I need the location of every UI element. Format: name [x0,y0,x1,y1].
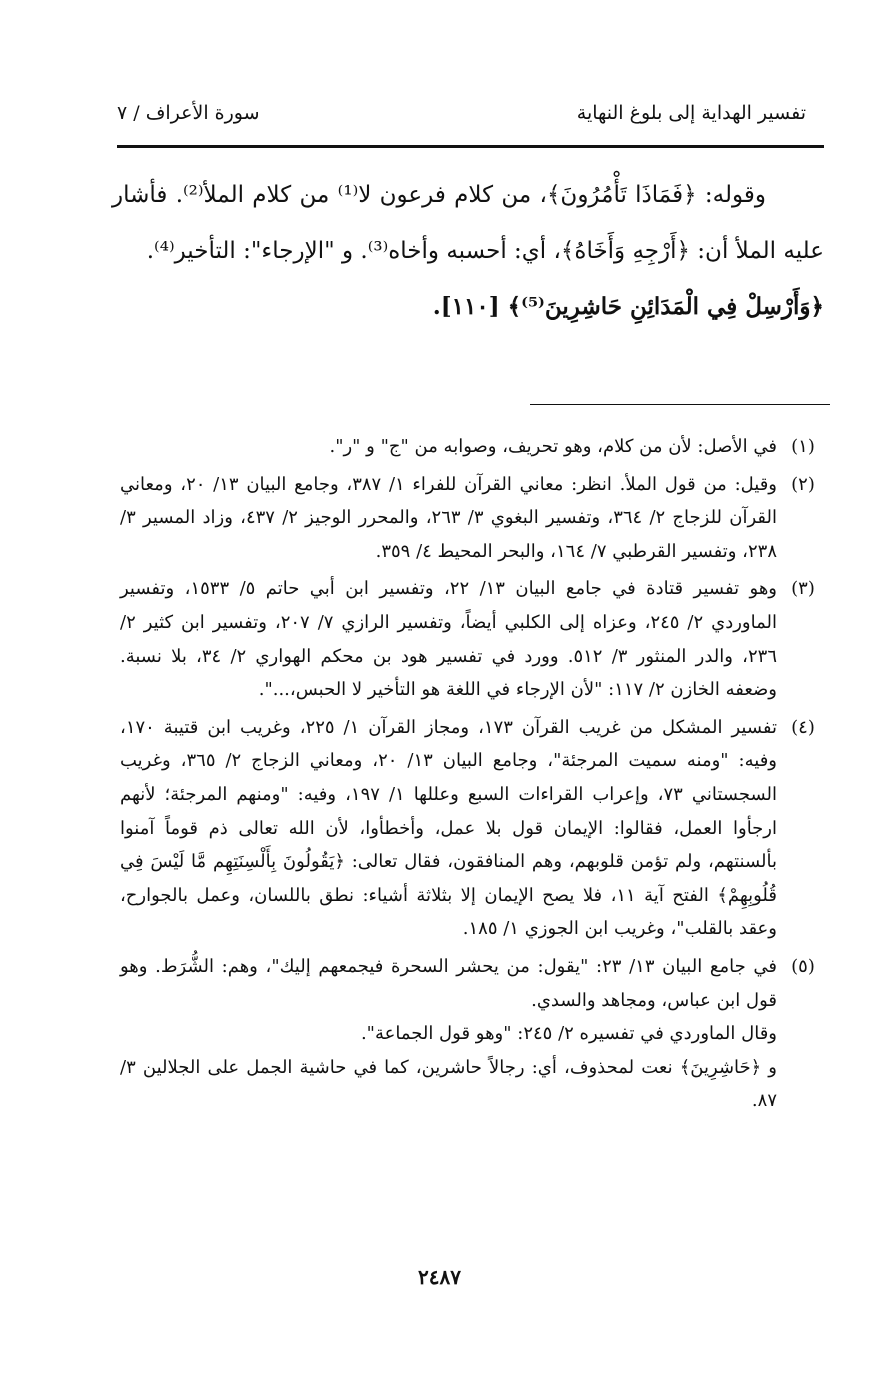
footnote-3 [120,572,829,706]
footnote-body [120,468,777,569]
running-header [117,102,806,124]
footnote-body [120,430,777,464]
book-title: تفسير الهداية إلى بلوغ النهاية [576,102,806,124]
footnote-body [120,950,777,1118]
footnote-1 [120,430,829,464]
main-paragraph-2: ﴿وَأَرْسِلْ فِي الْمَدَائِنِ حَاشِرِينَ⁽⁵⁾﴾ [١١٠]. [432,293,824,320]
footnote-5 [120,950,829,1118]
footnote-number: (١) [791,436,815,457]
page-number: ٢٤٨٧ [418,1265,461,1289]
main-text [112,167,824,335]
footnote-2 [120,468,829,569]
footnote-body [120,572,777,706]
footnote-text: في الأصل: لأن من كلام، وهو تحريف، وصوابه من "ج" و "ر". [329,436,777,457]
footnote-separator [530,404,830,405]
header-rule [117,145,824,148]
footnote-4 [120,711,829,946]
footnote-text: و ﴿حَاشِرِينَ﴾ نعت لمحذوف، أي: رجالاً حاشرين، كما في حاشية الجمل على الجلالين ٣/ ٨٧. [120,1056,777,1112]
footnote-number: (٤) [791,716,815,738]
footnote-number: (٣) [791,578,815,600]
footnotes [120,430,829,1122]
footnote-text: تفسير المشكل من غريب القرآن ١٧٣، ومجاز القرآن ١/ ٢٢٥، وغريب ابن قتيبة ١٧٠، وفيه: "ومنه سميت المرجئة"، وجامع البيان ١٣/ ٢٠، ومعاني الزجاج ٢/ ٣٦٥، وغريب السجستاني ٧٣، وإعراب القراءات السبع وعللها ١/ ١٩٧، وفيه: "ومنهم المرجئة؛ لأنهم ارجأوا العمل، فقالوا: الإيمان قول بلا عمل، وأخطأوا، لأن الله تعالى ذم قوماً آمنوا بألسنتهم، ولم تؤمن قلوبهم، وهم المنافقون، فقال تعالى: ﴿يَقُولُونَ بِأَلْسِنَتِهِم مَّا لَيْسَ فِي قُلُوبِهِمْ﴾ الفتح آية ١١، فلا يصح الإيمان إلا بثلاثة أشياء: نطق باللسان، وعمل بالجوارح، وعقد بالقلب"، وغريب ابن الجوزي ١/ ١٨٥. [120,716,777,940]
footnote-text: وهو تفسير قتادة في جامع البيان ١٣/ ٢٢، وتفسير ابن أبي حاتم ٥/ ١٥٣٣، وتفسير الماوردي ٢/ ٢٤٥، وعزاه إلى الكلبي أيضاً، وتفسير الرازي ٧/ ٢٠٧، وتفسير ابن كثير ٢/ ٢٣٦، والدر المنثور ٣/ ٥١٢. وورد في تفسير هود بن محكم الهواري ٢/ ٣٤، بلا نسبة. وضعفه الخازن ٢/ ١١٧: "لأن الإرجاء في اللغة هو التأخير لا الحبس،...". [120,578,778,701]
main-paragraph-1: وقوله: ﴿فَمَاذَا تَأْمُرُونَ﴾، من كلام فرعون لا⁽¹⁾ من كلام الملأ⁽²⁾. فأشار عليه الملأ أن: ﴿أَرْجِهِ وَأَخَاهُ﴾، أي: أحسبه وأخاه⁽³⁾. و "الإرجاء": التأخير⁽⁴⁾. [112,182,824,264]
footnote-body [120,711,777,946]
footnote-number: (٢) [791,473,815,495]
footnote-text: في جامع البيان ١٣/ ٢٣: "يقول: من يحشر السحرة فيجمعهم إليك"، وهم: الشُّرَط. وهو قول ابن عباس، ومجاهد والسدي. [120,955,777,1011]
footnote-text: وقيل: من قول الملأ. انظر: معاني القرآن للفراء ١/ ٣٨٧، وجامع البيان ١٣/ ٢٠، ومعاني القرآن للزجاج ٢/ ٣٦٤، وتفسير البغوي ٣/ ٢٦٣، والمحرر الوجيز ٢/ ٤٣٧، وزاد المسير ٣/ ٢٣٨، وتفسير القرطبي ٧/ ١٦٤، والبحر المحيط ٤/ ٣٥٩. [120,473,777,562]
surah-title: سورة الأعراف / ٧ [117,102,260,124]
footnote-text: وقال الماوردي في تفسيره ٢/ ٢٤٥: "وهو قول الجماعة". [360,1023,777,1045]
footnote-number: (٥) [791,955,815,977]
